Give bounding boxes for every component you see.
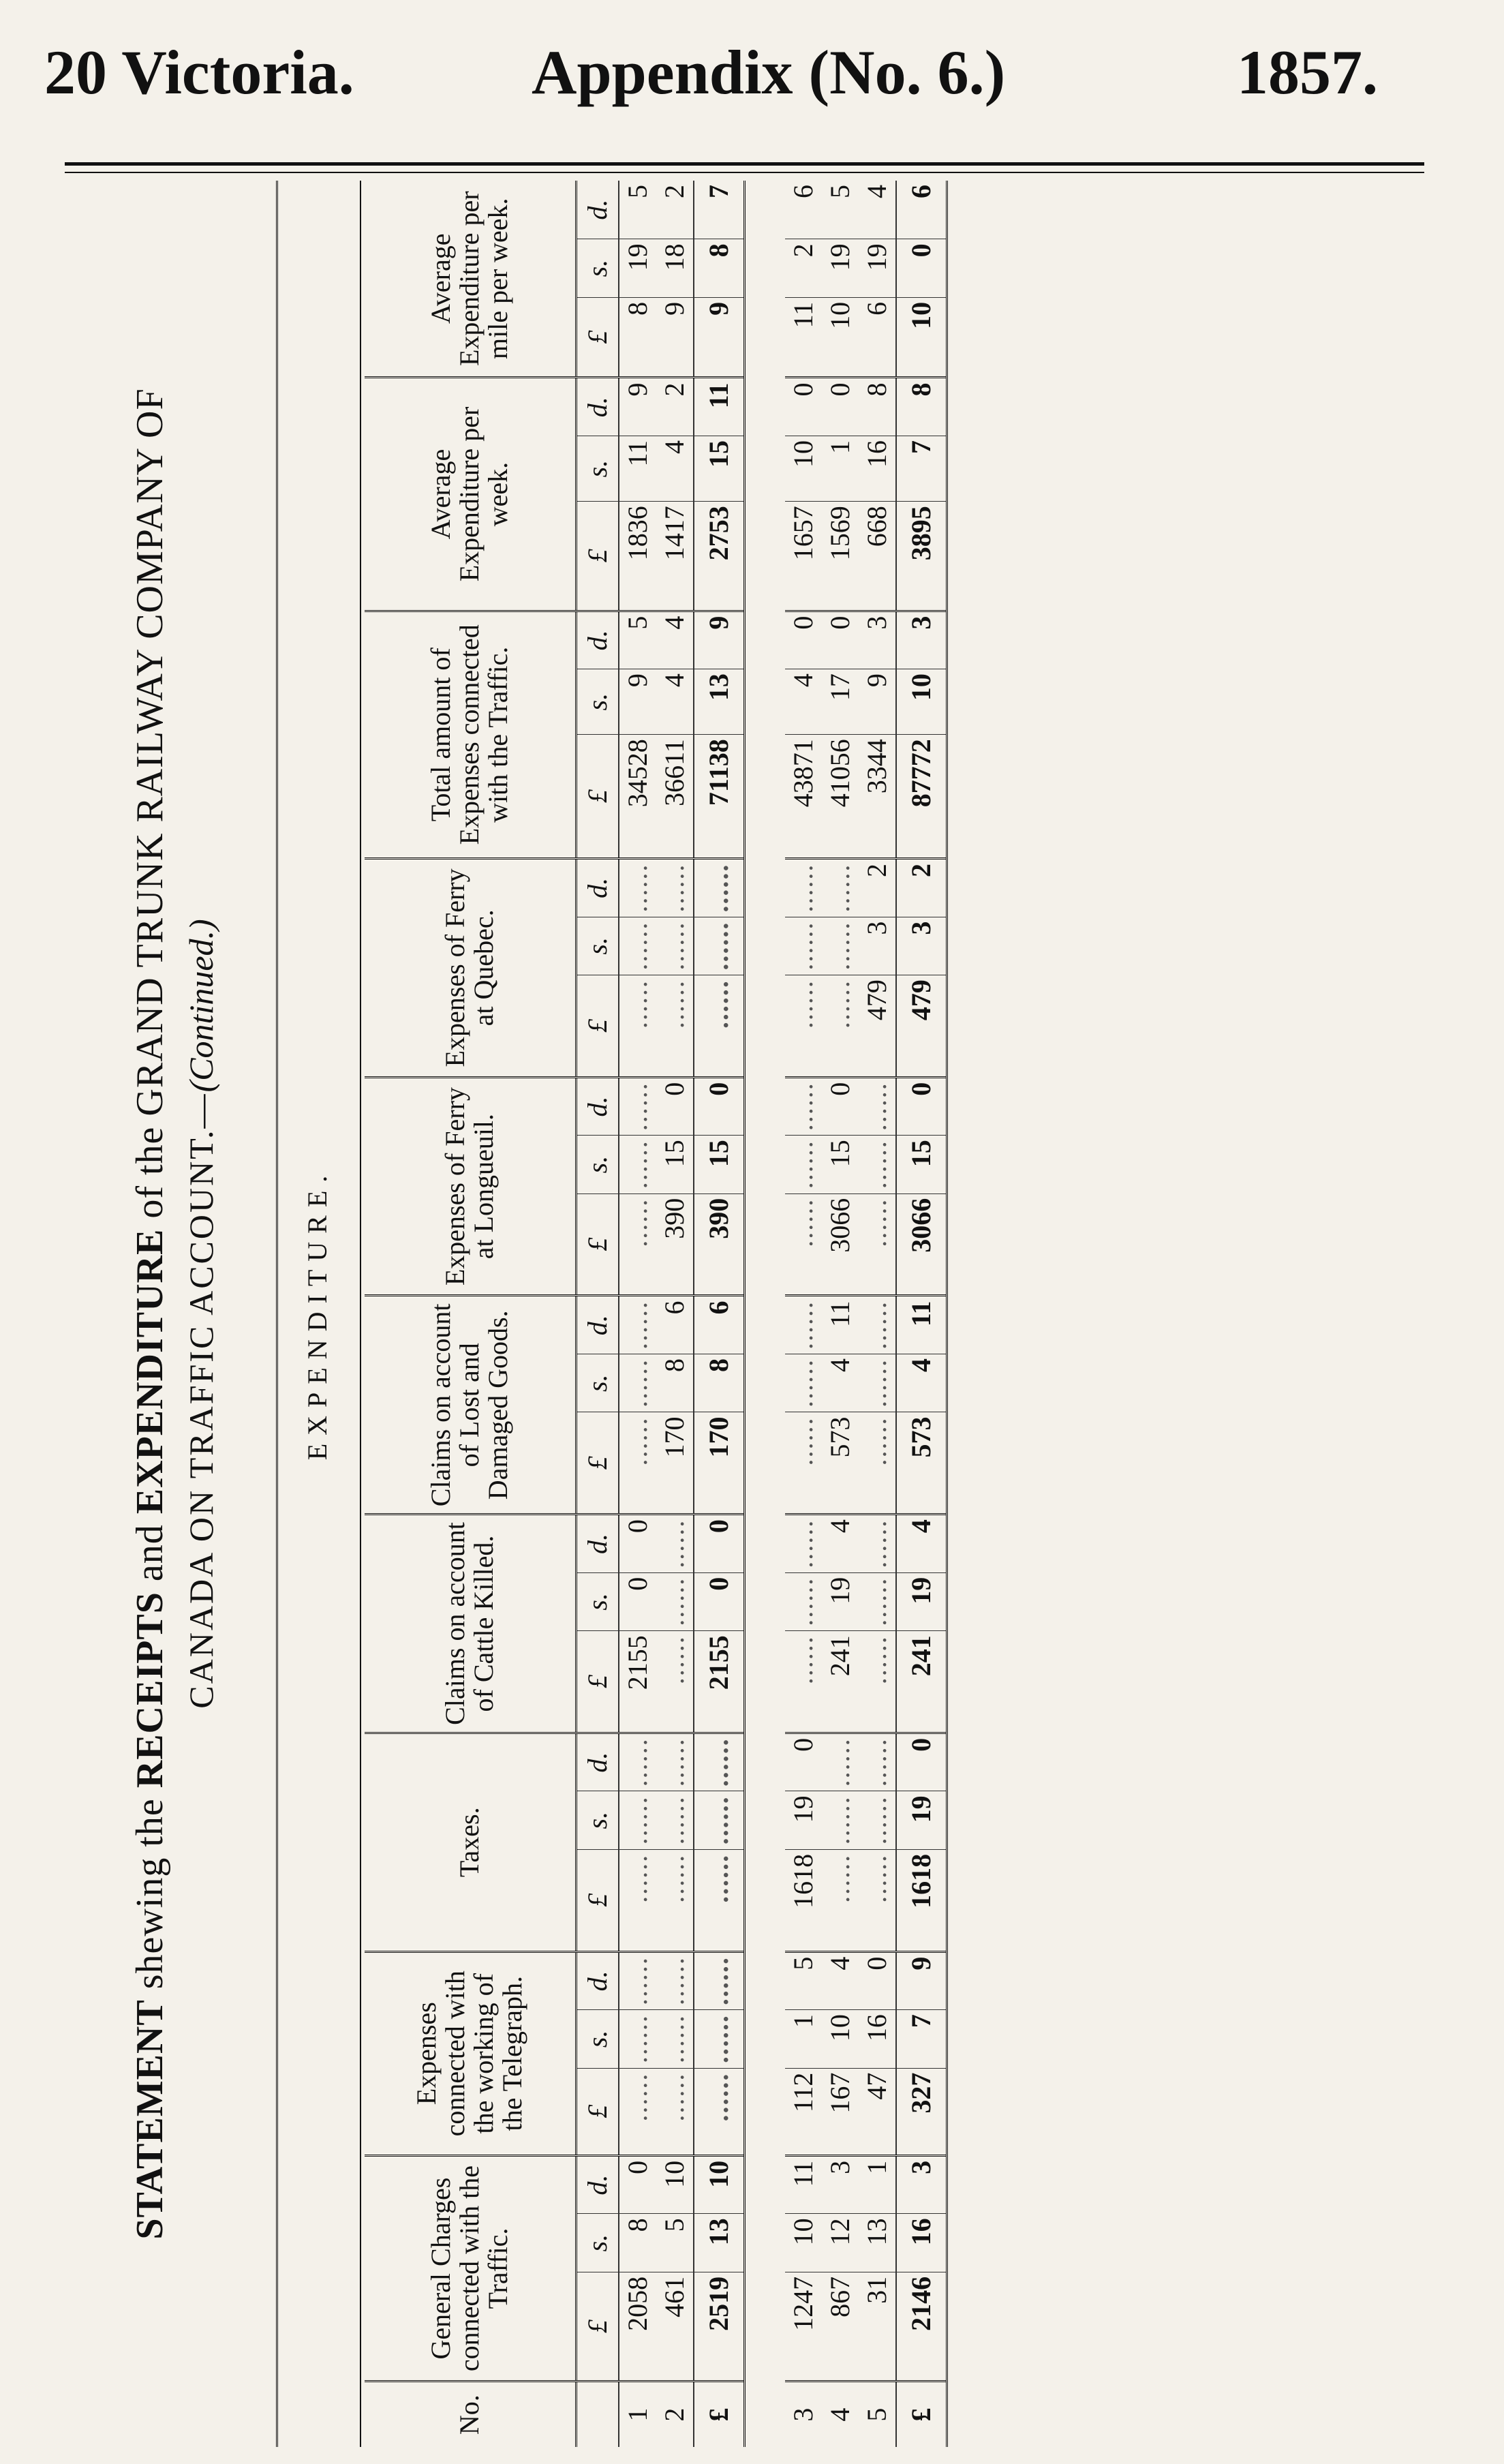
cell-goo-pounds: 170	[694, 1412, 745, 1515]
title-word-expenditure: EXPENDITURE	[129, 1228, 171, 1515]
cell-goo-pence: 6	[694, 1296, 745, 1354]
cell-tax-pence: ......	[694, 1733, 745, 1791]
row-number: 4	[825, 2407, 855, 2422]
cell-cat-pounds: ......	[785, 1631, 822, 1733]
cell-tot-pence: 0	[785, 611, 822, 669]
row-number: £	[694, 2382, 745, 2447]
cell-lon-pounds: ......	[619, 1193, 656, 1296]
cell-que-pounds: ......	[694, 975, 745, 1078]
cell-tel-pounds: ......	[694, 2068, 745, 2155]
cell-gen-pounds: 461	[656, 2272, 694, 2381]
unit-cell: £	[576, 297, 619, 378]
section-band	[276, 181, 361, 2447]
cell-tot-pence: 5	[619, 611, 656, 669]
cell-que-shillings: ......	[656, 917, 694, 975]
cell-cat-shillings: ......	[656, 1572, 694, 1631]
cell-tot-shillings: 4	[656, 669, 694, 735]
col-header-taxes: Taxes.	[365, 1733, 576, 1951]
cell-cat-pounds: 241	[822, 1631, 859, 1733]
cell-mi-shillings: 19	[822, 239, 859, 298]
cell-tax-pounds: ......	[619, 1849, 656, 1951]
appendix-label: Appendix (No. 6.)	[532, 37, 1006, 107]
unit-cell: s.	[576, 2214, 619, 2272]
cell-mi-shillings: 0	[896, 239, 947, 298]
cell-cat-shillings: 0	[619, 1572, 656, 1631]
cell-que-pounds: ......	[656, 975, 694, 1078]
cell-tot-shillings: 4	[785, 669, 822, 735]
cell-tot-pence: 0	[822, 611, 859, 669]
cell-gen-pounds: 2519	[694, 2272, 745, 2381]
unit-cell: £	[576, 735, 619, 859]
cell-wk-pounds: 1657	[785, 502, 822, 611]
col-header-general: General Charges connected with the Traffic.	[365, 2155, 576, 2381]
cell-mi-shillings: 8	[694, 239, 745, 298]
cell-mi-shillings: 2	[785, 239, 822, 298]
cell-goo-pence: 11	[896, 1296, 947, 1354]
cell-que-pounds: ......	[785, 975, 822, 1078]
cell-tot-pence: 3	[859, 611, 896, 669]
table-row	[859, 181, 896, 2447]
table-body	[619, 181, 947, 2447]
cell-goo-shillings: 4	[896, 1354, 947, 1412]
cell-tax-shillings: 19	[785, 1791, 822, 1850]
cell-lon-pence: 0	[694, 1077, 745, 1136]
cell-que-pence: 2	[896, 859, 947, 917]
cell-tel-shillings: ......	[656, 2010, 694, 2069]
unit-cell: d.	[576, 378, 619, 436]
cell-mi-pence: 5	[822, 181, 859, 239]
unit-cell: d.	[576, 1515, 619, 1573]
cell-que-shillings: ......	[694, 917, 745, 975]
unit-cell: d.	[576, 611, 619, 669]
cell-goo-pence: ......	[785, 1296, 822, 1354]
cell-que-shillings: ......	[822, 917, 859, 975]
cell-tel-pence: ......	[694, 1951, 745, 2010]
cell-que-shillings: 3	[859, 917, 896, 975]
unit-cell: s.	[576, 1354, 619, 1412]
header-rule	[65, 162, 1424, 166]
cell-gen-pence: 0	[619, 2155, 656, 2214]
cell-cat-shillings: 19	[896, 1572, 947, 1631]
unit-cell: d.	[576, 2155, 619, 2214]
cell-tax-shillings: 19	[896, 1791, 947, 1850]
cell-wk-pence: 8	[896, 378, 947, 436]
cell-goo-pounds: 573	[896, 1412, 947, 1515]
cell-lon-shillings: 15	[896, 1136, 947, 1194]
cell-lon-pounds: ......	[785, 1193, 822, 1296]
cell-mi-shillings: 18	[656, 239, 694, 298]
cell-lon-pounds: ......	[859, 1193, 896, 1296]
cell-wk-shillings: 10	[785, 436, 822, 501]
cell-cat-pounds: 241	[896, 1631, 947, 1733]
cell-goo-pounds: ......	[785, 1412, 822, 1515]
cell-wk-shillings: 11	[619, 436, 656, 501]
cell-lon-pence: ......	[785, 1077, 822, 1136]
cell-wk-pounds: 1417	[656, 502, 694, 611]
col-header-avg-mile: Average Expenditure per mile per week.	[365, 181, 576, 378]
cell-tax-pence: ......	[656, 1733, 694, 1791]
cell-tel-pence: ......	[656, 1951, 694, 2010]
cell-que-pounds: 479	[859, 975, 896, 1078]
table-row	[785, 181, 822, 2447]
cell-tot-pounds: 87772	[896, 735, 947, 859]
cell-cat-pence: ......	[656, 1515, 694, 1573]
title-text: CANADA ON TRAFFIC ACCOUNT.—	[182, 1092, 220, 1709]
cell-cat-shillings: 0	[694, 1572, 745, 1631]
cell-gen-pence: 3	[822, 2155, 859, 2214]
cell-tax-shillings: ......	[619, 1791, 656, 1850]
unit-cell: s.	[576, 239, 619, 298]
row-number: 2	[659, 2407, 690, 2422]
cell-mi-shillings: 19	[619, 239, 656, 298]
cell-tot-shillings: 9	[859, 669, 896, 735]
cell-wk-shillings: 7	[896, 436, 947, 501]
rotated-statement	[116, 181, 1193, 2447]
cell-goo-pence: 6	[656, 1296, 694, 1354]
cell-gen-pounds: 1247	[785, 2272, 822, 2381]
col-header-quebec: Expenses of Ferry at Quebec.	[365, 859, 576, 1078]
unit-cell	[576, 2382, 619, 2447]
table-row	[822, 181, 859, 2447]
unit-cell: s.	[576, 1136, 619, 1194]
cell-tel-pounds: ......	[619, 2068, 656, 2155]
cell-cat-pence: 4	[896, 1515, 947, 1573]
cell-tel-pounds: 327	[896, 2068, 947, 2155]
cell-tot-shillings: 9	[619, 669, 656, 735]
unit-cell: s.	[576, 917, 619, 975]
cell-lon-pounds: 390	[694, 1193, 745, 1296]
cell-tax-pounds: 1618	[896, 1849, 947, 1951]
col-header-goods: Claims on account of Lost and Damaged Goods.	[365, 1296, 576, 1515]
cell-que-shillings: ......	[785, 917, 822, 975]
cell-tax-pounds: ......	[822, 1849, 859, 1951]
cell-gen-pounds: 2146	[896, 2272, 947, 2381]
cell-tot-pounds: 3344	[859, 735, 896, 859]
unit-cell: d.	[576, 859, 619, 917]
cell-wk-shillings: 16	[859, 436, 896, 501]
cell-goo-shillings: ......	[785, 1354, 822, 1412]
cell-tax-pence: 0	[785, 1733, 822, 1791]
cell-tax-shillings: ......	[822, 1791, 859, 1850]
cell-tot-pence: 3	[896, 611, 947, 669]
cell-gen-pence: 3	[896, 2155, 947, 2214]
unit-cell: s.	[576, 436, 619, 501]
cell-tel-shillings: 10	[822, 2010, 859, 2069]
cell-gen-pounds: 31	[859, 2272, 896, 2381]
year-label: 1857.	[1237, 37, 1378, 107]
cell-mi-pence: 6	[896, 181, 947, 239]
cell-cat-pence: 0	[619, 1515, 656, 1573]
cell-lon-pence: 0	[896, 1077, 947, 1136]
cell-cat-pounds: 2155	[619, 1631, 656, 1733]
cell-mi-pounds: 10	[822, 297, 859, 378]
cell-gen-shillings: 16	[896, 2214, 947, 2272]
cell-mi-pence: 5	[619, 181, 656, 239]
cell-lon-pence: ......	[619, 1077, 656, 1136]
cell-gen-shillings: 13	[694, 2214, 745, 2272]
row-number: £	[896, 2382, 947, 2447]
cell-tax-pounds: ......	[656, 1849, 694, 1951]
cell-tot-pounds: 43871	[785, 735, 822, 859]
section-heading: EXPENDITURE.	[302, 1167, 333, 1461]
cell-tot-pounds: 36611	[656, 735, 694, 859]
cell-tot-pence: 4	[656, 611, 694, 669]
col-header-telegraph: Expenses connected with the working of the Telegraph.	[365, 1951, 576, 2155]
cell-wk-pence: 2	[656, 378, 694, 436]
cell-mi-pence: 7	[694, 181, 745, 239]
cell-mi-shillings: 19	[859, 239, 896, 298]
cell-tot-shillings: 13	[694, 669, 745, 735]
cell-mi-pence: 6	[785, 181, 822, 239]
total-row	[694, 181, 745, 2447]
cell-goo-pence: ......	[859, 1296, 896, 1354]
unit-cell: d.	[576, 1951, 619, 2010]
session-label: 20 Victoria.	[44, 37, 354, 107]
cell-tel-shillings: ......	[694, 2010, 745, 2069]
cell-mi-pounds: 9	[656, 297, 694, 378]
cell-gen-shillings: 12	[822, 2214, 859, 2272]
table-row	[619, 181, 656, 2447]
cell-tot-shillings: 17	[822, 669, 859, 735]
total-row	[896, 181, 947, 2447]
cell-goo-pence: ......	[619, 1296, 656, 1354]
unit-cell: d.	[576, 1077, 619, 1136]
cell-goo-pounds: ......	[859, 1412, 896, 1515]
unit-cell: £	[576, 2272, 619, 2381]
cell-tax-pence: 0	[896, 1733, 947, 1791]
col-header-avg-week: Average Expenditure per week.	[365, 378, 576, 611]
cell-mi-pounds: 11	[785, 297, 822, 378]
unit-cell: d.	[576, 181, 619, 239]
cell-tot-pence: 9	[694, 611, 745, 669]
cell-wk-pence: 8	[859, 378, 896, 436]
cell-gen-shillings: 10	[785, 2214, 822, 2272]
cell-que-shillings: 3	[896, 917, 947, 975]
cell-wk-shillings: 4	[656, 436, 694, 501]
cell-que-pounds: 479	[896, 975, 947, 1078]
cell-tax-pounds: ......	[694, 1849, 745, 1951]
cell-cat-pence: 4	[822, 1515, 859, 1573]
cell-que-pence: ......	[656, 859, 694, 917]
cell-mi-pounds: 6	[859, 297, 896, 378]
cell-wk-shillings: 1	[822, 436, 859, 501]
cell-cat-pence: ......	[859, 1515, 896, 1573]
cell-tel-pence: 4	[822, 1951, 859, 2010]
unit-cell: £	[576, 1849, 619, 1951]
cell-tax-pence: ......	[859, 1733, 896, 1791]
cell-wk-pounds: 2753	[694, 502, 745, 611]
cell-wk-pounds: 668	[859, 502, 896, 611]
cell-lon-pounds: 390	[656, 1193, 694, 1296]
title-word-receipts: RECEIPTS	[129, 1592, 171, 1789]
cell-goo-shillings: 8	[656, 1354, 694, 1412]
cell-gen-pence: 11	[785, 2155, 822, 2214]
cell-wk-shillings: 15	[694, 436, 745, 501]
cell-goo-pence: 11	[822, 1296, 859, 1354]
cell-tel-shillings: 1	[785, 2010, 822, 2069]
unit-cell: £	[576, 1631, 619, 1733]
cell-tax-shillings: ......	[694, 1791, 745, 1850]
cell-wk-pence: 9	[619, 378, 656, 436]
cell-goo-shillings: 4	[822, 1354, 859, 1412]
cell-cat-shillings: 19	[822, 1572, 859, 1631]
table-row	[656, 181, 694, 2447]
cell-mi-pounds: 8	[619, 297, 656, 378]
unit-cell: s.	[576, 2010, 619, 2069]
cell-tel-shillings: 16	[859, 2010, 896, 2069]
cell-wk-pence: 0	[822, 378, 859, 436]
col-header-no: No.	[454, 2394, 485, 2435]
cell-tel-pounds: 167	[822, 2068, 859, 2155]
col-header-total: Total amount of Expenses connected with the Traffic.	[365, 611, 576, 858]
row-number: 5	[861, 2407, 892, 2422]
col-header-cattle: Claims on account of Cattle Killed.	[365, 1515, 576, 1733]
unit-cell: s.	[576, 669, 619, 735]
expenditure-table	[365, 181, 948, 2447]
cell-tel-pence: ......	[619, 1951, 656, 2010]
title-text: and	[129, 1514, 171, 1592]
cell-gen-shillings: 13	[859, 2214, 896, 2272]
cell-tel-pence: 5	[785, 1951, 822, 2010]
title-text: shewing the	[129, 1788, 171, 2000]
title-continued: (Continued.)	[182, 919, 220, 1093]
cell-goo-pounds: 573	[822, 1412, 859, 1515]
cell-que-pence: 2	[859, 859, 896, 917]
cell-tel-shillings: 7	[896, 2010, 947, 2069]
cell-lon-shillings: 15	[822, 1136, 859, 1194]
cell-wk-pence: 0	[785, 378, 822, 436]
cell-gen-pence: 1	[859, 2155, 896, 2214]
cell-goo-pounds: ......	[619, 1412, 656, 1515]
cell-wk-pounds: 1836	[619, 502, 656, 611]
cell-lon-pence: ......	[859, 1077, 896, 1136]
cell-tel-pence: 0	[859, 1951, 896, 2010]
cell-tel-pence: 9	[896, 1951, 947, 2010]
cell-cat-pence: ......	[785, 1515, 822, 1573]
cell-mi-pence: 4	[859, 181, 896, 239]
cell-goo-shillings: 8	[694, 1354, 745, 1412]
row-number: 1	[622, 2407, 653, 2422]
cell-tot-shillings: 10	[896, 669, 947, 735]
cell-tel-shillings: ......	[619, 2010, 656, 2069]
cell-que-pence: ......	[619, 859, 656, 917]
unit-cell: s.	[576, 1572, 619, 1631]
cell-cat-pounds: ......	[656, 1631, 694, 1733]
cell-cat-pence: 0	[694, 1515, 745, 1573]
title-line-2	[181, 181, 221, 2447]
cell-tax-pounds: ......	[859, 1849, 896, 1951]
cell-mi-pounds: 10	[896, 297, 947, 378]
cell-tax-shillings: ......	[859, 1791, 896, 1850]
unit-cell: d.	[576, 1296, 619, 1354]
unit-cell: £	[576, 2068, 619, 2155]
cell-gen-pounds: 2058	[619, 2272, 656, 2381]
table-spacer	[744, 181, 785, 2447]
cell-que-pence: ......	[694, 859, 745, 917]
cell-tax-shillings: ......	[656, 1791, 694, 1850]
cell-tot-pounds: 41056	[822, 735, 859, 859]
unit-cell: £	[576, 1193, 619, 1296]
cell-cat-shillings: ......	[785, 1572, 822, 1631]
title-text: of the GRAND TRUNK RAILWAY COMPANY OF	[129, 388, 171, 1229]
cell-wk-pounds: 3895	[896, 502, 947, 611]
title-line-1	[128, 181, 172, 2447]
cell-que-pounds: ......	[822, 975, 859, 1078]
title-word-statement: STATEMENT	[129, 1999, 171, 2240]
cell-que-pence: ......	[785, 859, 822, 917]
cell-cat-pounds: ......	[859, 1631, 896, 1733]
cell-mi-pence: 2	[656, 181, 694, 239]
cell-tel-pounds: 112	[785, 2068, 822, 2155]
row-number: 3	[788, 2407, 818, 2422]
cell-gen-pence: 10	[694, 2155, 745, 2214]
cell-tot-pounds: 71138	[694, 735, 745, 859]
header-rule-thin	[65, 172, 1424, 173]
cell-tel-pounds: ......	[656, 2068, 694, 2155]
cell-tax-pence: ......	[619, 1733, 656, 1791]
cell-lon-pence: 0	[656, 1077, 694, 1136]
cell-cat-shillings: ......	[859, 1572, 896, 1631]
cell-gen-pounds: 867	[822, 2272, 859, 2381]
unit-row	[576, 181, 619, 2447]
cell-lon-shillings: 15	[694, 1136, 745, 1194]
cell-gen-shillings: 5	[656, 2214, 694, 2272]
cell-que-shillings: ......	[619, 917, 656, 975]
cell-tel-pounds: 47	[859, 2068, 896, 2155]
unit-cell: £	[576, 975, 619, 1078]
cell-lon-pounds: 3066	[822, 1193, 859, 1296]
cell-lon-pence: 0	[822, 1077, 859, 1136]
cell-lon-shillings: 15	[656, 1136, 694, 1194]
cell-cat-pounds: 2155	[694, 1631, 745, 1733]
unit-cell: £	[576, 502, 619, 611]
cell-mi-pounds: 9	[694, 297, 745, 378]
cell-wk-pounds: 1569	[822, 502, 859, 611]
unit-cell: d.	[576, 1733, 619, 1791]
cell-tot-pounds: 34528	[619, 735, 656, 859]
statement-title	[116, 181, 266, 2447]
cell-goo-shillings: ......	[619, 1354, 656, 1412]
unit-cell: s.	[576, 1791, 619, 1850]
cell-gen-pence: 10	[656, 2155, 694, 2214]
cell-goo-pounds: 170	[656, 1412, 694, 1515]
page-header	[0, 0, 1504, 143]
cell-gen-shillings: 8	[619, 2214, 656, 2272]
column-header-row	[365, 181, 576, 2447]
unit-cell: £	[576, 1412, 619, 1515]
cell-lon-shillings: ......	[785, 1136, 822, 1194]
cell-lon-shillings: ......	[619, 1136, 656, 1194]
cell-tax-pence: ......	[822, 1733, 859, 1791]
cell-que-pence: ......	[822, 859, 859, 917]
col-header-longueuil: Expenses of Ferry at Longueuil.	[365, 1077, 576, 1296]
cell-goo-shillings: ......	[859, 1354, 896, 1412]
cell-que-pounds: ......	[619, 975, 656, 1078]
cell-lon-pounds: 3066	[896, 1193, 947, 1296]
cell-tax-pounds: 1618	[785, 1849, 822, 1951]
cell-lon-shillings: ......	[859, 1136, 896, 1194]
cell-wk-pence: 11	[694, 378, 745, 436]
